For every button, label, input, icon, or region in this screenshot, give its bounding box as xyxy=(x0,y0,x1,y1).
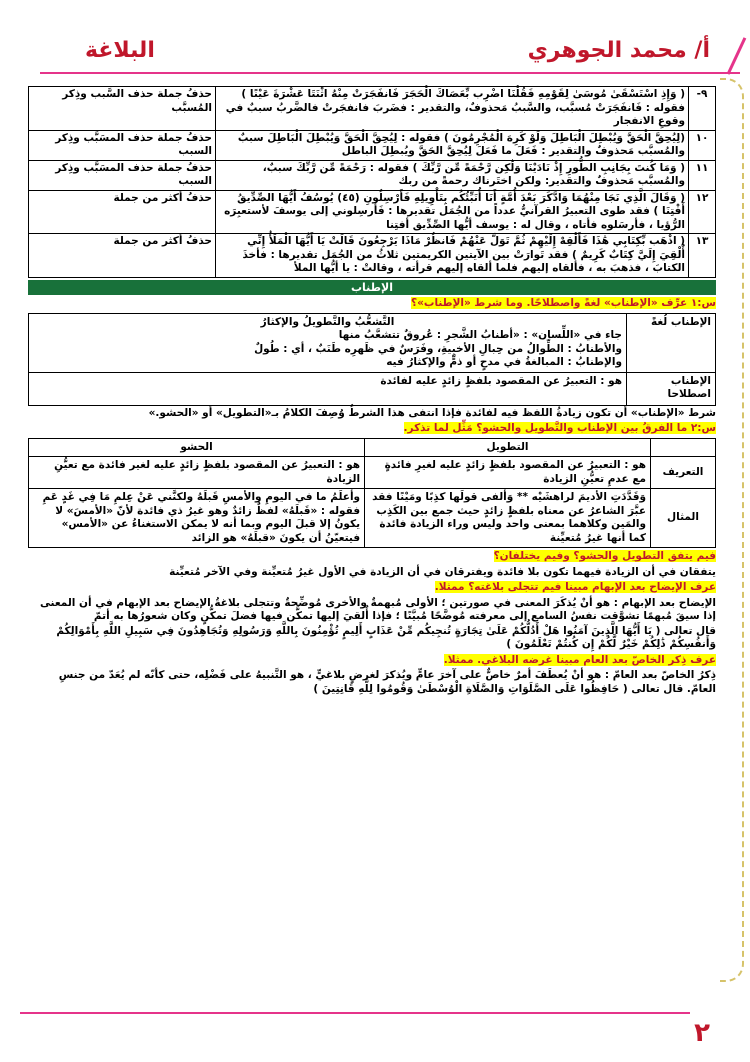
example-answer: حذفُ جملة حذف المسَبَّب وذِكر السبب xyxy=(29,130,216,160)
example-text: (لِيُحِقَّ الْحَقَّ وَيُبْطِلَ الْبَاطِلَ وَلَوْ كَرِهَ الْمُجْرِمُونَ ) فقوله : لِيُحِقَّ الْحَقَّ وَيُبْطِلَ الْبَاطِلَ سببٌ والمُسبَّب مَحذوفٌ والتقدير : فَعَلَ ما فَعَلَ لِيُحِقَّ الحَقَّ ويُبطِلَ الباطل xyxy=(216,130,689,160)
comparison-example-row xyxy=(29,489,716,548)
section-bar: الإطناب xyxy=(28,280,716,296)
hashw-example: وأعلَمُ ما في اليومِ والأمسِ قَبلَهُ ولكنَّني عَنْ عِلمِ مَا فِي غَدٍ عَمِ فقوله : «قَبلَهُ» لفظٌ زائدٌ وهو غيرُ ذي فائدة لأنّ «الأمسَ» لا يكونُ إلا قبلَ اليوم وبما أنه لا يمكن الاستغناءُ عن «الأمس» فيتعيّنُ أن يكونَ «قبلَهُ» هو الزائد xyxy=(29,489,365,548)
tatwil-def: هو : التعبيرُ عن المقصود بلفظٍ زائدٍ عليه لغيرِ فائدةٍ مع عدمِ تعيُّنِ الزيادة xyxy=(365,457,651,489)
definition-row-lang xyxy=(29,313,716,372)
col-tatwil: التطويل xyxy=(365,438,651,457)
example-number: ٩- xyxy=(689,87,716,131)
answer-4: الإيضاح بعد الإبهام : هو أنْ يُذكَرَ المعنى في صورتين ؛ الأولى مُبهمةٌ والأخرى مُوضِّحةٌ وتتجلى بلاغةُ الإيضاح بعد الإبهام في أن المعنى إذا سيقَ مُبهمًا تشوَّقت نفسُ السامع إلى معرفته مُوضَّحًا مُبيَّنًا ؛ فإذا أُلقيَ إليها تمكَّن فيها فضلَ تمكُّنٍ وكان شعورُها به أتمّ xyxy=(39,596,716,622)
row-def-label: التعريف xyxy=(651,457,716,489)
question-2-text: س:٢ ما الفرقُ بين الإطناب والتَّطويل والحشو؟ مَثِّل لما تذكر. xyxy=(403,422,716,434)
question-2 xyxy=(28,422,716,436)
corner-cell xyxy=(651,438,716,457)
answer-4-example: قال تعالى ( يَا أَيُّهَا الَّذِينَ آمَنُوا هَلْ أَدُلُّكُمْ عَلَىٰ تِجَارَةٍ تُنجِيكُم مِّنْ عَذَابٍ أَلِيمٍ تُؤْمِنُونَ بِاللَّهِ وَرَسُولِهِ وَتُجَاهِدُونَ فِي سَبِيلِ اللَّهِ بِأَمْوَالِكُمْ وَأَنفُسِكُمْ ذَٰلِكُمْ خَيْرٌ لَّكُمْ إِن كُنتُمْ تَعْلَمُونَ ) xyxy=(56,624,716,650)
answer-3: يتفقان في أن الزيادة فيهما تكون بلا فائدة ويفترقان في أن الزيادة في الأول غيرُ مُتعيِّنة وفي الآخر مُتعيِّنة xyxy=(169,565,716,578)
example-number: ١٠ xyxy=(689,130,716,160)
footer-divider xyxy=(20,1012,690,1014)
lang-line: والأطنابُ : الطِّوالُ من حِبالِ الأخبِيةِ، وفَرَسٌ في ظَهرِه طَنَبٌ ، أي : طُولٌ xyxy=(254,342,622,355)
term-label: الإطناب اصطلاحا xyxy=(627,372,716,405)
lang-label: الإطناب لُغةً xyxy=(627,313,716,372)
hashw-def: هو : التعبيرُ عن المقصود بلفظٍ زائدٍ عليه لغير فائدة مع تعيُّنِ الزيادة xyxy=(29,457,365,489)
page-number: ٢ xyxy=(694,1018,710,1048)
page-border-ornament xyxy=(720,78,744,982)
question-3-text: فيم يتفق التطويل والحشو؟ وفيم يختلفان؟ xyxy=(493,550,716,562)
question-4 xyxy=(28,581,716,595)
header-divider xyxy=(40,72,740,74)
lang-definition xyxy=(29,313,627,372)
answer-5: ذِكرُ الخاصّ بعد العامّ : هو أنْ يُعطَفَ أمرٌ خاصٌّ على آخرَ عامٍّ ويُذكرَ لغرضٍ بلاغيٍّ ، هو التَّنبيهُ على فَضْلِه، حتى كأنّه لم يُعَدّ من جنسِ العامّ. قال تعالى ( حَافِظُوا عَلَى الصَّلَوَاتِ وَالصَّلَاةِ الْوُسْطَىٰ وَقُومُوا لِلَّهِ قَانِتِينَ ) xyxy=(58,669,716,695)
tatwil-example: وَقَدَّدَتِ الأديمَ لراهشَيْه ** وَألفى قولَها كذِبًا ومَيْنًا فقد عبَّرَ الشاعرُ عن معناه بلفظٍ زائدٍ حيث جمع بين الكَذِب والمَين وكلاهما بمعنى واحد وليس وراء الزيادة فائدة كما أنها غيرُ مُتعيِّنة xyxy=(365,489,651,548)
example-number: ١١ xyxy=(689,160,716,190)
definition-row-term xyxy=(29,372,716,405)
col-hashw: الحشو xyxy=(29,438,365,457)
example-row xyxy=(29,130,716,160)
comparison-header-row xyxy=(29,438,716,457)
example-answer: حذفُ أكثر من جملة xyxy=(29,234,216,278)
definition-table xyxy=(28,313,716,406)
term-definition: هو : التعبيرُ عن المقصود بلفظٍ زائدٍ عليه لفائدة xyxy=(29,372,627,405)
lang-line: جاء في «اللِّسان» : «أطنابُ الشَّجرِ : عُروقٌ تتشعَّبُ منها xyxy=(338,329,622,341)
header-slash-ornament xyxy=(727,37,747,75)
question-1 xyxy=(28,297,716,311)
example-row xyxy=(29,190,716,234)
example-number: ١٢ xyxy=(689,190,716,234)
example-text: ( وَإِذِ اسْتَسْقَىٰ مُوسَىٰ لِقَوْمِهِ فَقُلْنَا اضْرِب بِّعَصَاكَ الْحَجَرَ فَانفَجَرَتْ مِنْهُ اثْنَتَا عَشْرَةَ عَيْنًا ) فقوله : فَانفَجَرَتْ مُسبَّب، والسَّببُ مَحذوفٌ، والتقدير : فضَربَ فانفجَرتْ فالضَّربُ سببٌ في وقوعِ الانفجار xyxy=(216,87,689,131)
subject-title: البلاغة xyxy=(85,38,155,63)
row-example-label: المثال xyxy=(651,489,716,548)
lang-line: والإطنابُ : المبالغةُ في مدحٍ أو ذمٍّ والإكثارُ فيه xyxy=(386,356,622,368)
example-text: ( وَمَا كُنتَ بِجَانِبِ الطُّورِ إِذْ نَادَيْنَا وَلَٰكِن رَّحْمَةً مِّن رَّبِّكَ ) فقوله : رَحْمَةً مِّن رَّبِّكَ سببٌ، والمُسبَّب مَحذوفٌ والتقدير: ولكن اختَرناك رحمةً من ربك xyxy=(216,160,689,190)
example-answer: حذفُ جملة حذف السَّبب وذِكر المُسبَّب xyxy=(29,87,216,131)
lang-line: التَّشعُّبُ والتَّطويلُ والإكثارُ xyxy=(260,315,395,328)
example-text: ( اذْهَب بِّكِتَابِي هَٰذَا فَأَلْقِهْ إِلَيْهِمْ ثُمَّ تَوَلَّ عَنْهُمْ فَانظُرْ مَاذَا يَرْجِعُونَ قَالَتْ يَا أَيُّهَا الْمَلَأُ إِنِّي أُلْقِيَ إِلَيَّ كِتَابٌ كَرِيمٌ ) فقد تَوارَتْ بين الآيتين الكريمتين ثلاثُ من الجُمَل تقديرها : فأخذَ الكتابَ ، فذهبَ به ، فألقاه إليهم فلما ألقاه إليهم قرأته ، وقالتْ : يا أيُّها الملأ xyxy=(216,234,689,278)
example-row xyxy=(29,234,716,278)
question-5-text: عرف ذِكر الخاصّ بعد العام مبينا غرضه البلاغي. ممثلا. xyxy=(443,653,716,666)
example-text: ( وَقَالَ الَّذِي نَجَا مِنْهُمَا وَادَّكَرَ بَعْدَ أُمَّةٍ أَنَا أُنَبِّئُكُم بِتَأْوِيلِهِ فَأَرْسِلُونِ (٤٥) يُوسُفُ أَيُّهَا الصِّدِّيقُ أَفْتِنَا ) فقد طوى التعبيرُ القرآنيُّ عدداً من الجُمَل تقديرها : فَأرسِلوني إلى يوسفَ لأستعبِرَه الرُّؤيا ، فأرسَلوه فأتاه ، وقال له : يوسف أيُّها الصِّدِّيق أفتِنا xyxy=(216,190,689,234)
comparison-def-row xyxy=(29,457,716,489)
example-answer: حذفُ جملة حذف المسَبَّب وذِكر السبب xyxy=(29,160,216,190)
example-answer: حذفُ أكثر من جملة xyxy=(29,190,216,234)
question-1-text: س:١ عرِّف «الإطناب» لغةً واصطلاحًا. وما شرط «الإطناب»؟ xyxy=(411,297,716,309)
itnab-condition: شرط «الإطناب» أن تكون زيادةُ اللفظ فيه لفائدة فإذا انتفى هذا الشرطُ وُصِفَ الكلامُ بـ«التطويل» أو «الحشو.» xyxy=(148,406,716,419)
deletion-examples-table xyxy=(28,86,716,278)
example-row xyxy=(29,87,716,131)
example-number: ١٣ xyxy=(689,234,716,278)
page-content xyxy=(28,86,716,697)
question-4-text: عرف الإيضاح بعد الإبهام مبينا فيم تتجلى بلاغته؟ ممثلا. xyxy=(434,581,716,593)
question-3 xyxy=(28,550,716,564)
question-5 xyxy=(28,654,716,668)
comparison-table xyxy=(28,438,716,549)
teacher-name: أ/ محمد الجوهري xyxy=(527,38,710,63)
example-row xyxy=(29,160,716,190)
